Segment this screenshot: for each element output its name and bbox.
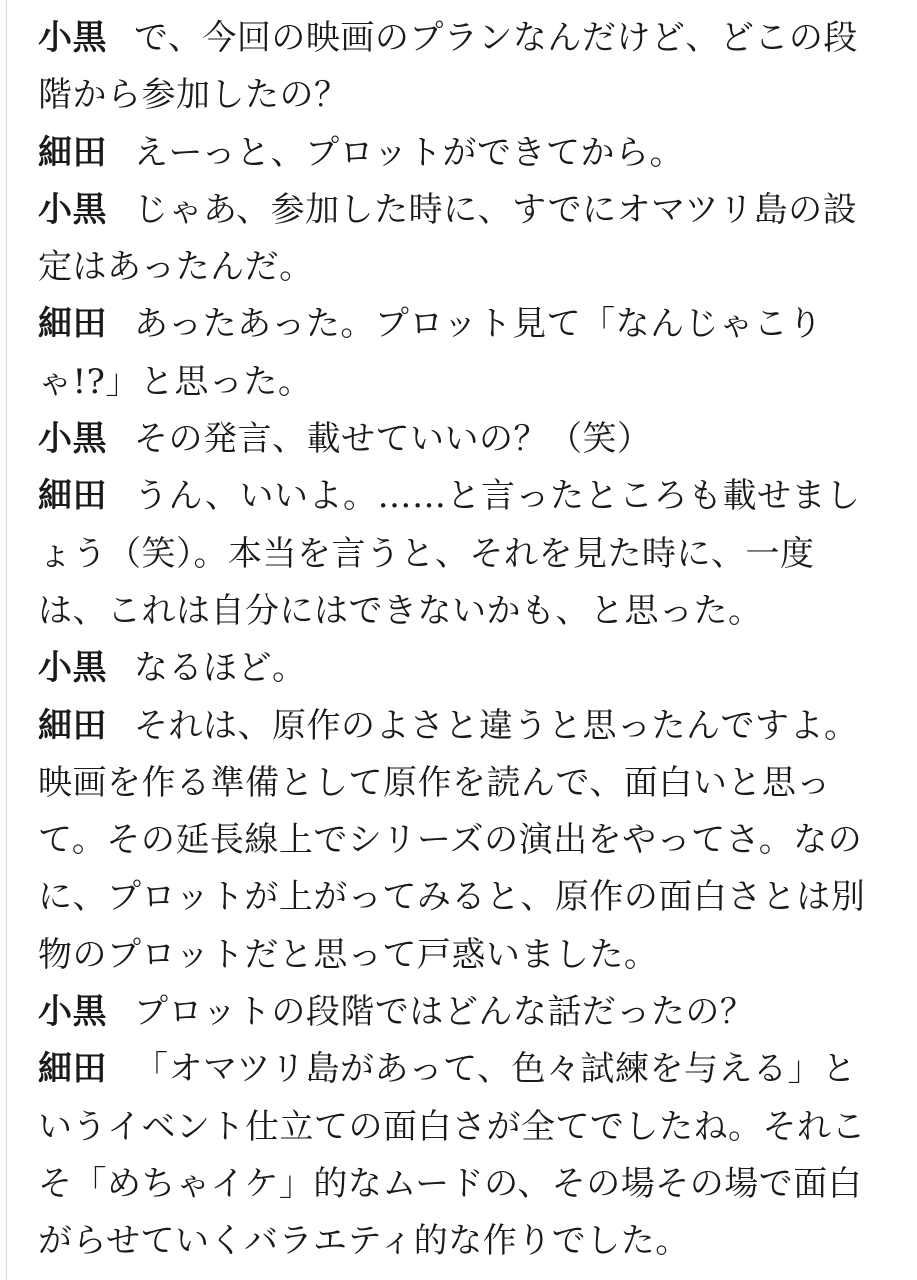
- interview-transcript: [38, 10, 878, 1271]
- dialogue-line: [38, 182, 878, 297]
- left-border: [6, 0, 7, 1280]
- dialogue-line: [38, 411, 878, 468]
- speaker-name: 細田: [38, 1049, 107, 1090]
- dialogue-line: [38, 984, 878, 1041]
- dialogue-line: [38, 698, 878, 984]
- dialogue-line: [38, 296, 878, 411]
- dialogue-text: じゃあ、参加した時に、すでにオマツリ島の設定はあったんだ。: [38, 189, 858, 288]
- speaker-name: 小黒: [38, 992, 107, 1033]
- dialogue-text: で、今回の映画のプランなんだけど、どこの段階から参加したの？: [38, 18, 858, 116]
- speaker-name: 細田: [38, 705, 107, 746]
- speaker-name: 小黒: [38, 189, 107, 230]
- dialogue-line: [38, 10, 878, 125]
- dialogue-line: [38, 468, 878, 640]
- speaker-name: 小黒: [38, 419, 107, 460]
- dialogue-text: うん、いいよ。……と言ったところも載せましょう（笑）。本当を言うと、それを見た時に、一度は、これは自分にはできないかも、と思った。: [38, 476, 861, 631]
- dialogue-text: あったあった。プロット見て「なんじゃこりゃ!?」と思った。: [38, 304, 823, 402]
- dialogue-line: [38, 640, 878, 697]
- speaker-name: 細田: [38, 304, 107, 345]
- speaker-name: 細田: [38, 132, 107, 173]
- dialogue-text: なるほど。: [134, 648, 307, 689]
- dialogue-text: それは、原作のよさと違うと思ったんですよ。映画を作る準備として原作を読んで、面白いと思って。その延長線上でシリーズの演出をやってさ。なのに、プロットが上がってみると、原作の面白さとは別物のプロットだと思って戸惑いました。: [38, 705, 866, 975]
- dialogue-text: えーっと、プロットができてから。: [134, 132, 684, 173]
- dialogue-text: プロットの段階ではどんな話だったの？: [134, 992, 755, 1033]
- dialogue-line: [38, 125, 878, 182]
- dialogue-text: その発言、載せていいの？（笑）: [134, 419, 652, 460]
- speaker-name: 小黒: [38, 18, 107, 58]
- speaker-name: 細田: [38, 476, 107, 517]
- dialogue-line: [38, 1041, 878, 1270]
- dialogue-text: 「オマツリ島があって、色々試練を与える」というイベント仕立ての面白さが全てでしたね。それこそ「めちゃイケ」的なムードの、その場その場で面白がらせていくバラエティ的な作りでした。: [38, 1049, 866, 1262]
- speaker-name: 小黒: [38, 648, 107, 689]
